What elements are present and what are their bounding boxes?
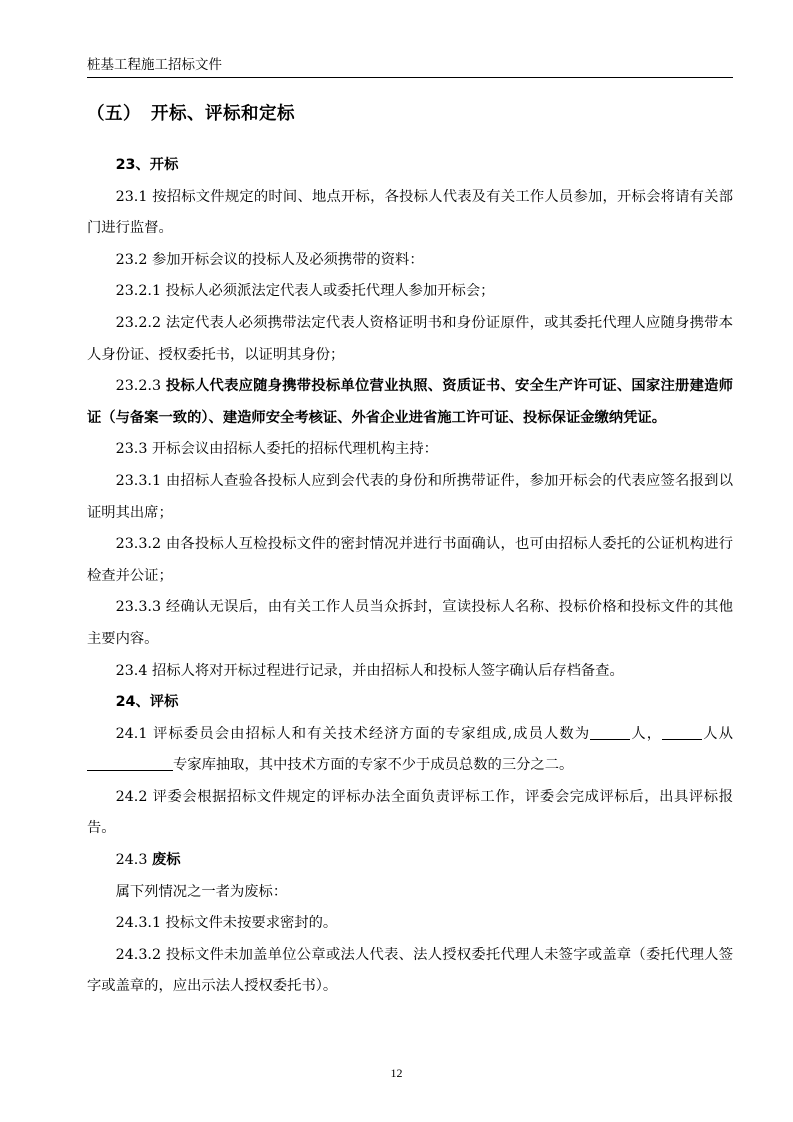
clause-24-2: 24.2 评委会根据招标文件规定的评标办法全面负责评标工作，评委会完成评标后，出具评标报告。 xyxy=(87,788,733,837)
clause-24-1 xyxy=(87,719,733,782)
clause-24-3-intro: 属下列情况之一者为废标： xyxy=(115,883,288,900)
clause-24-3-number: 24.3 xyxy=(115,852,152,869)
clause-24-1-text-3: 人从 xyxy=(702,725,734,742)
clause-23-2-3-text: 投标人代表应随身携带投标单位营业执照、资质证书、安全生产许可证、国家注册建造师证（与备案一致的）、建造师安全考核证、外省企业进省施工许可证、投标保证金缴纳凭证。 xyxy=(87,378,733,426)
clause-23-heading: 23、开标 xyxy=(115,157,179,173)
clause-23-1: 23.1 按招标文件规定的时间、地点开标，各投标人代表及有关工作人员参加，开标会将请有关部门进行监督。 xyxy=(87,188,733,237)
clause-23-2-2: 23.2.2 法定代表人必须携带法定代表人资格证明书和身份证原件，或其委托代理人应随身携带本人身份证、授权委托书，以证明其身份； xyxy=(87,314,733,363)
clause-24-1-text-2: 人， xyxy=(630,725,663,742)
clause-24-3 xyxy=(87,845,733,877)
clause-23-4: 23.4 招标人将对开标过程进行记录，并由招标人和投标人签字确认后存档备查。 xyxy=(115,662,624,679)
clause-24-1-text-1: 24.1 评标委员会由招标人和有关技术经济方面的专家组成,成员人数为 xyxy=(115,725,591,742)
page-header xyxy=(87,55,733,78)
section-number: （五） xyxy=(87,104,141,124)
section-title-text: 开标、评标和定标 xyxy=(151,104,295,124)
clause-23-3-1: 23.3.1 由招标人查验各投标人应到会代表的身份和所携带证件，参加开标会的代表应签名报到以证明其出席； xyxy=(87,472,733,521)
clause-23-2-1: 23.2.1 投标人必须派法定代表人或委托代理人参加开标会； xyxy=(115,283,495,300)
clause-24-3-2: 24.3.2 投标文件未加盖单位公章或法人代表、法人授权委托代理人未签字或盖章（委托代理人签字或盖章的，应出示法人授权委托书）。 xyxy=(87,946,733,995)
clause-24-3-title: 废标 xyxy=(151,852,181,869)
clause-23-2: 23.2 参加开标会议的投标人及必须携带的资料： xyxy=(115,251,424,268)
document-title: 桩基工程施工招标文件 xyxy=(87,57,222,73)
clause-23-3-3: 23.3.3 经确认无误后，由有关工作人员当众拆封，宣读投标人名称、投标价格和投标文件的其他主要内容。 xyxy=(87,599,733,647)
section-title xyxy=(87,101,295,127)
clause-23-3: 23.3 开标会议由招标人委托的招标代理机构主持： xyxy=(115,441,438,458)
clause-24-3-1: 24.3.1 投标文件未按要求密封的。 xyxy=(115,915,338,932)
document-body xyxy=(87,150,733,1003)
clause-24-1-text-4: 专家库抽取，其中技术方面的专家不少于成员总数的三分之二。 xyxy=(173,757,574,774)
clause-23-2-3-number: 23.2.3 xyxy=(115,378,166,395)
clause-24-heading: 24、评标 xyxy=(115,694,179,711)
clause-23-3-2: 23.3.2 由各投标人互检投标文件的密封情况并进行书面确认，也可由招标人委托的公证机构进行检查并公证； xyxy=(87,536,733,584)
expert-pool-blank xyxy=(87,752,173,771)
expert-count-blank xyxy=(662,721,702,740)
page-number: 12 xyxy=(390,1066,403,1080)
clause-23-2-3 xyxy=(87,371,733,434)
member-count-blank xyxy=(590,721,630,740)
